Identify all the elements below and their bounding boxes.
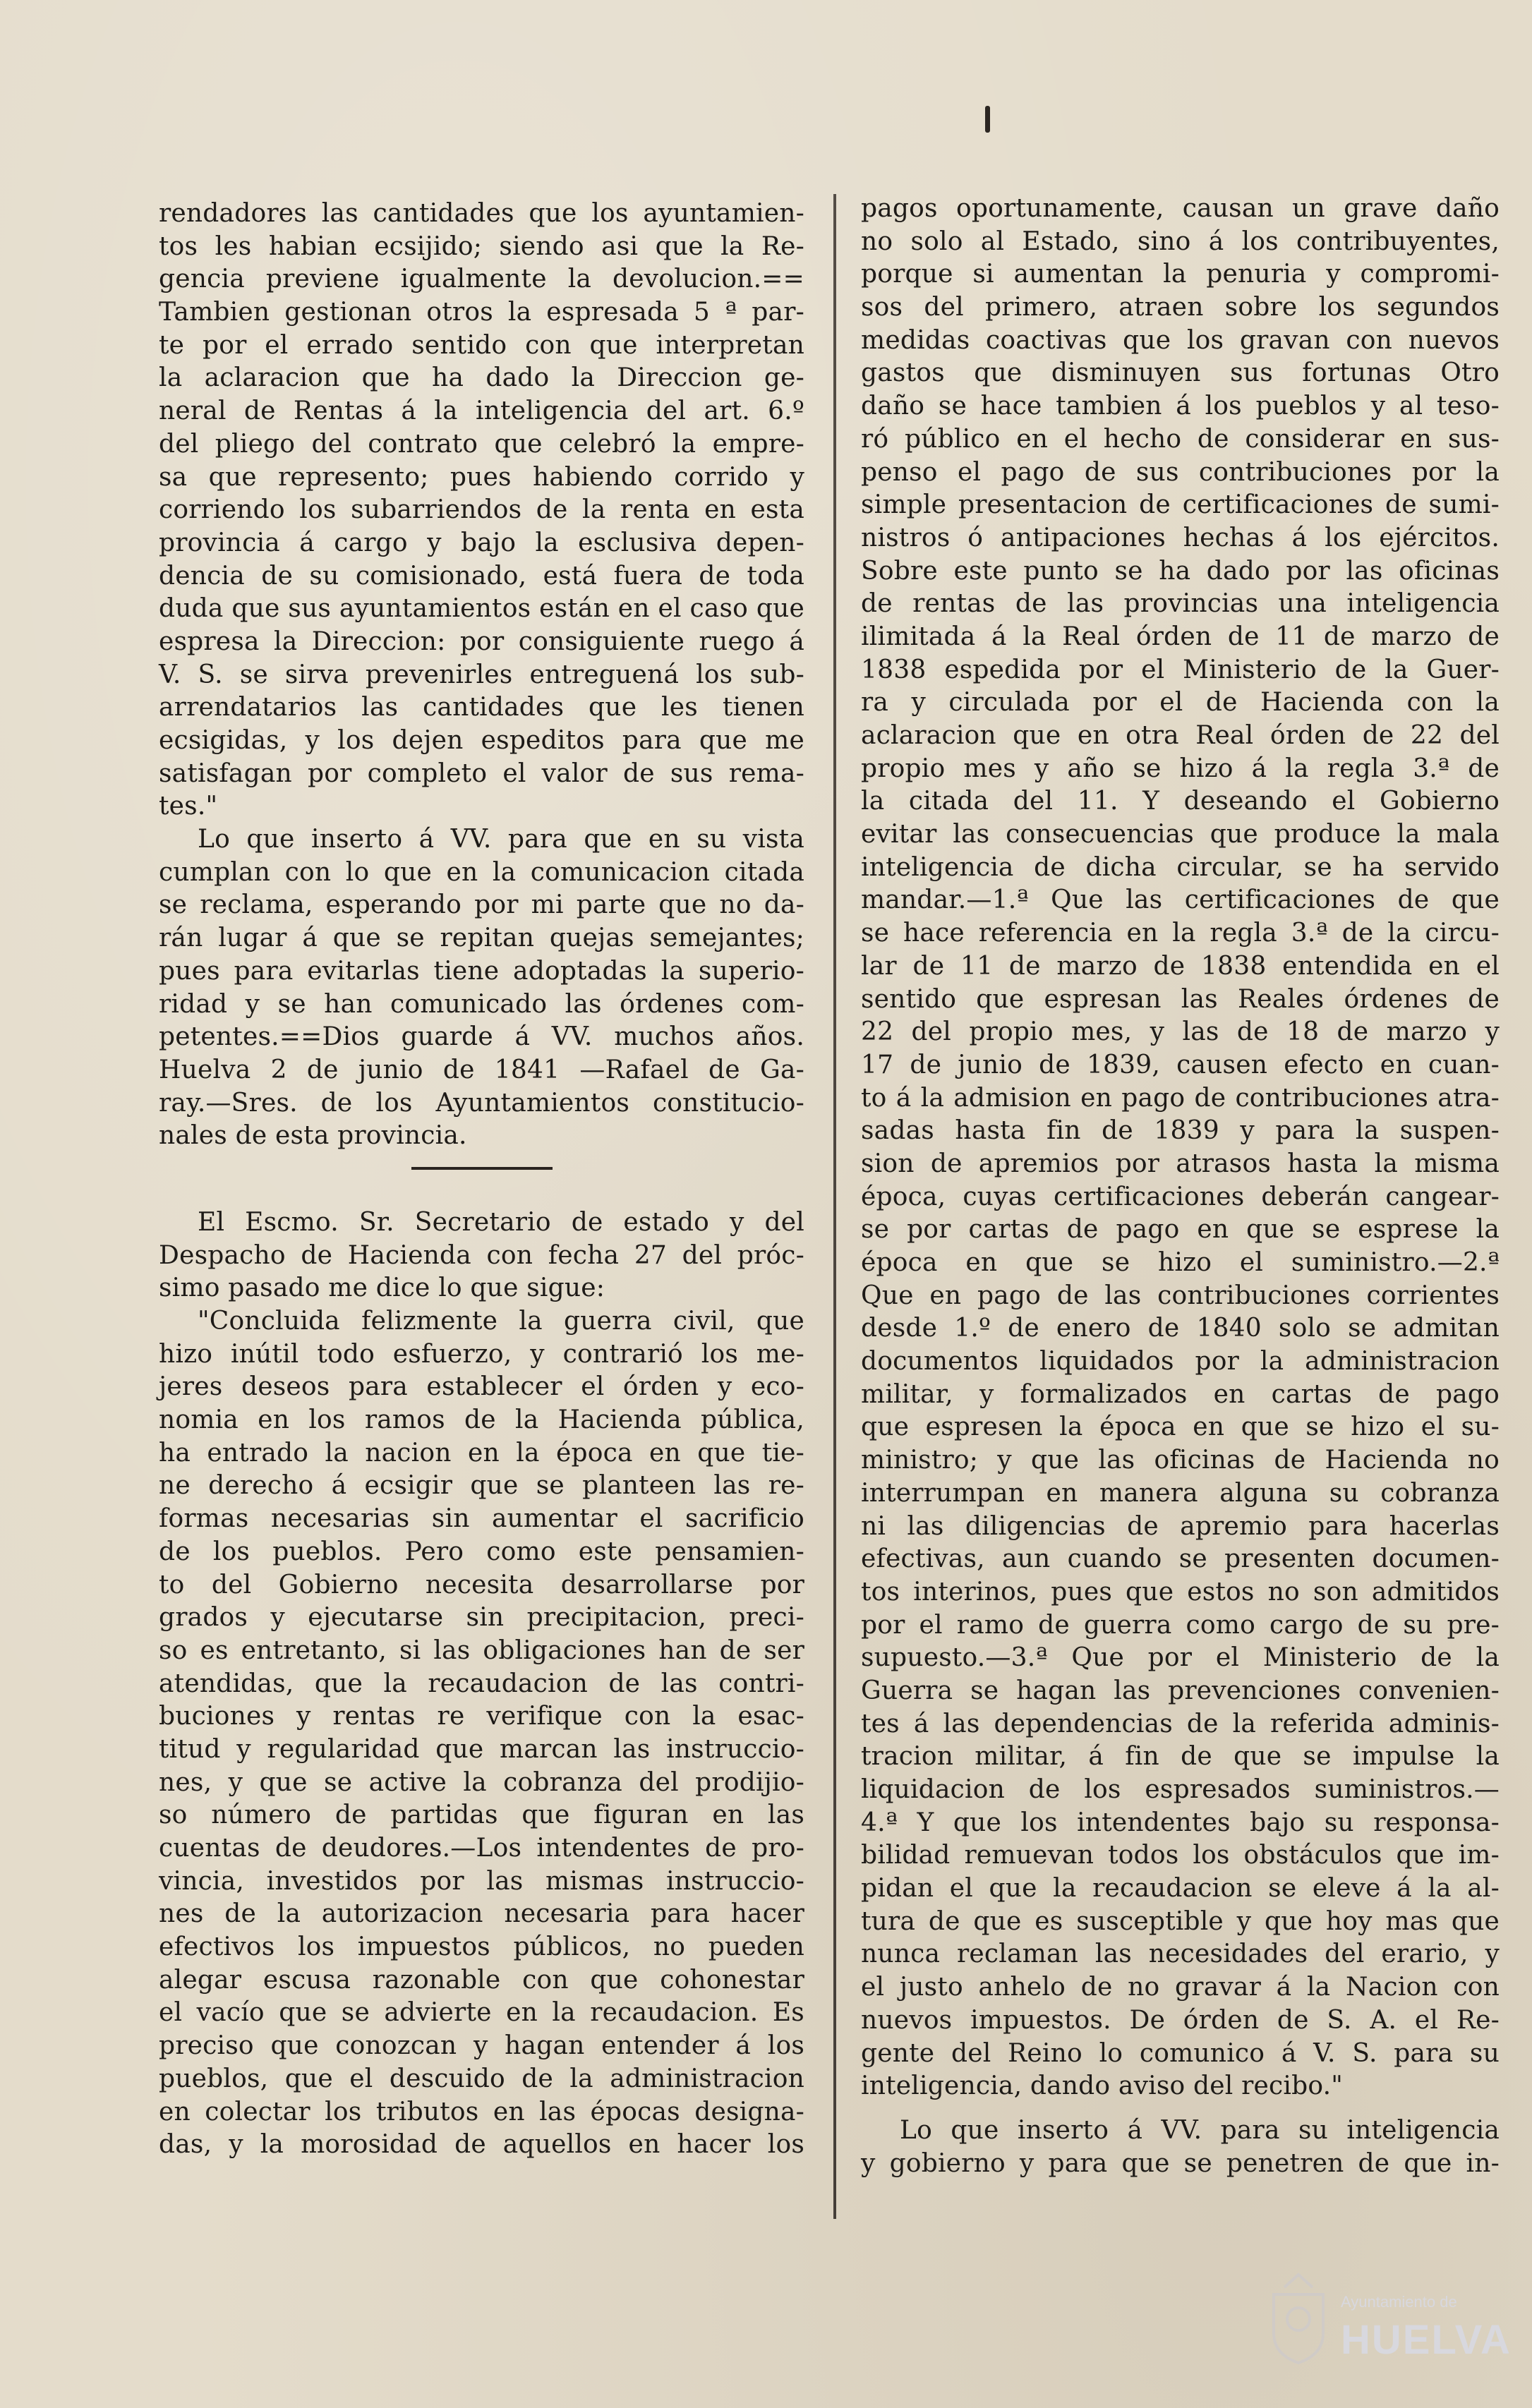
text-line: espresa la Direccion: por consiguiente ruego á: [159, 627, 804, 656]
text-line: de los pueblos. Pero como este pensamien-: [159, 1537, 804, 1566]
text-line: inteligencia de dicha circular, se ha servido: [861, 852, 1500, 882]
text-line: te por el errado sentido con que interpretan: [159, 330, 804, 360]
text-line: so número de partidas que figuran en las: [159, 1801, 804, 1830]
text-line: en colectar los tributos en las épocas designa-: [159, 2097, 804, 2126]
text-line: medidas coactivas que los gravan con nuevos: [861, 325, 1500, 355]
text-line: tes á las dependencias de la referida adminis-: [861, 1709, 1500, 1738]
left-paragraph-2: [159, 823, 804, 1153]
text-line: buciones y rentas re verifique con la esac-: [159, 1702, 804, 1731]
right-paragraph-2: [861, 2114, 1500, 2180]
text-line: nunca reclaman las necesidades del erario, y: [861, 1940, 1500, 1969]
text-line: pagos oportunamente, causan un grave daño: [861, 194, 1500, 223]
text-line: neral de Rentas á la inteligencia del art. 6.º: [159, 397, 804, 426]
text-line: sos del primero, atraen sobre los segundos: [861, 293, 1500, 322]
text-line: simo pasado me dice lo que sigue:: [159, 1273, 605, 1303]
text-line: inteligencia, dando aviso del recibo.": [861, 2071, 1344, 2101]
text-line: simple presentacion de certificaciones de sumi-: [861, 490, 1500, 520]
text-line: gastos que disminuyen sus fortunas Otro: [861, 358, 1500, 388]
text-line: V. S. se sirva prevenirles entreguená los sub-: [159, 660, 804, 689]
text-line: ha entrado la nacion en la época en que tie-: [159, 1438, 804, 1468]
text-line: ró público en el hecho de considerar en sus-: [861, 424, 1500, 454]
text-line: Huelva 2 de junio de 1841 —Rafael de Ga-: [159, 1055, 804, 1084]
right-paragraph-1: [861, 193, 1500, 2103]
text-line: tos interinos, pues que estos no son admitidos: [861, 1577, 1500, 1607]
text-line: Guerra se hagan las prevenciones convenien-: [861, 1676, 1500, 1705]
text-line: duda que sus ayuntamientos están en el caso que: [159, 594, 804, 624]
text-line: nes, y que se active la cobranza del prodijio-: [159, 1767, 804, 1797]
left-paragraph-1: [159, 198, 804, 823]
text-line: se reclama, esperando por mi parte que no da-: [159, 890, 804, 920]
text-line: grados y ejecutarse sin precipitacion, preci-: [159, 1603, 804, 1633]
text-line: lar de 11 de marzo de 1838 entendida en el: [861, 951, 1500, 981]
text-line: interrumpan en manera alguna su cobranza: [861, 1478, 1500, 1508]
text-line: desde 1.º de enero de 1840 solo se admitan: [861, 1314, 1500, 1343]
text-line: efectivas, aun cuando se presenten documen-: [861, 1544, 1500, 1574]
text-line: el vacío que se advierte en la recaudacion. Es: [159, 1998, 804, 2028]
text-line: mandar.—1.ª Que las certificaciones de que: [861, 885, 1500, 915]
text-line: ra y circulada por el de Hacienda con la: [861, 688, 1500, 718]
text-line: bilidad remuevan todos los obstáculos que im-: [861, 1841, 1500, 1870]
text-line: de rentas de las provincias una inteligencia: [861, 589, 1500, 619]
text-line: supuesto.—3.ª Que por el Ministerio de la: [861, 1643, 1500, 1673]
ink-mark: [985, 106, 990, 133]
left-paragraph-4: [159, 1305, 804, 2162]
text-line: rendadores las cantidades que los ayuntamien-: [159, 199, 804, 228]
text-line: Lo que inserto á VV. para su inteligencia: [900, 2115, 1500, 2145]
text-line: Sobre este punto se ha dado por las oficinas: [861, 556, 1500, 586]
text-line: 1838 espedida por el Ministerio de la Guer-: [861, 655, 1500, 684]
text-line: Despacho de Hacienda con fecha 27 del próc-: [159, 1240, 804, 1270]
text-line: Lo que inserto á VV. para que en su vista: [198, 825, 804, 854]
watermark-big-text: HUELVA: [1341, 2317, 1512, 2363]
text-line: tos les habian ecsijido; siendo asi que la Re-: [159, 231, 804, 261]
text-line: ray.—Sres. de los Ayuntamientos constitucio-: [159, 1088, 804, 1118]
text-line: militar, y formalizados en cartas de pago: [861, 1379, 1500, 1409]
text-line: tura de que es susceptible y que hoy mas que: [861, 1906, 1500, 1936]
text-line: daño se hace tambien á los pueblos y al teso-: [861, 392, 1500, 421]
text-line: alegar escusa razonable con que cohonestar: [159, 1965, 804, 1995]
text-line: nomia en los ramos de la Hacienda pública,: [159, 1405, 804, 1435]
text-line: el justo anhelo de no gravar á la Nacion con: [861, 1973, 1500, 2002]
text-line: petentes.==Dios guarde á VV. muchos años.: [159, 1022, 804, 1052]
text-line: pues para evitarlas tiene adoptadas la superio-: [159, 956, 804, 986]
right-column: [861, 193, 1500, 2180]
text-line: 4.ª Y que los intendentes bajo su responsa-: [861, 1808, 1500, 1837]
text-line: dencia de su comisionado, está fuera de toda: [159, 561, 804, 591]
text-line: corriendo los subarriendos de la renta en esta: [159, 495, 804, 525]
text-line: Tambien gestionan otros la espresada 5 ª par-: [159, 298, 804, 327]
text-line: ministro; y que las oficinas de Hacienda no: [861, 1446, 1500, 1475]
text-line: época en que se hizo el suministro.—2.ª: [861, 1248, 1500, 1277]
text-line: sa que represento; pues habiendo corrido y: [159, 462, 804, 492]
text-line: sion de apremios por atrasos hasta la misma: [861, 1149, 1500, 1178]
text-line: tes.": [159, 792, 218, 821]
text-line: das, y la morosidad de aquellos en hacer los: [159, 2130, 804, 2160]
text-line: provincia á cargo y bajo la esclusiva depen-: [159, 528, 804, 557]
text-line: ne derecho á ecsigir que se planteen las re-: [159, 1471, 804, 1501]
text-line: atendidas, que la recaudacion de las contri-: [159, 1669, 804, 1698]
text-line: se por cartas de pago en que se esprese la: [861, 1215, 1500, 1245]
text-line: jeres deseos para establecer el órden y eco-: [159, 1372, 804, 1402]
text-line: ridad y se han comunicado las órdenes com-: [159, 989, 804, 1019]
text-line: porque si aumentan la penuria y compromi-: [861, 260, 1500, 289]
text-line: época, cuyas certificaciones deberán cangear-: [861, 1182, 1500, 1211]
watermark-small-text: Ayuntamiento de: [1341, 2293, 1457, 2311]
text-line: aclaracion que en otra Real órden de 22 del: [861, 721, 1500, 750]
text-line: la citada del 11. Y deseando el Gobierno: [861, 787, 1500, 816]
text-line: sadas hasta fin de 1839 y para la suspen-: [861, 1116, 1500, 1146]
text-line: "Concluida felizmente la guerra civil, que: [198, 1307, 804, 1336]
text-line: nistros ó antipaciones hechas á los ejércitos.: [861, 523, 1500, 552]
text-line: formas necesarias sin aumentar el sacrificio: [159, 1504, 804, 1534]
text-line: ilimitada á la Real órden de 11 de marzo de: [861, 622, 1500, 651]
text-line: penso el pago de sus contribuciones por la: [861, 457, 1500, 487]
text-line: nales de esta provincia.: [159, 1121, 467, 1151]
text-line: vincia, investidos por las mismas instruccio-: [159, 1866, 804, 1896]
text-line: to á la admision en pago de contribuciones atra-: [861, 1083, 1500, 1113]
text-line: to del Gobierno necesita desarrollarse por: [159, 1570, 804, 1599]
text-line: evitar las consecuencias que produce la mala: [861, 820, 1500, 849]
text-line: cumplan con lo que en la comunicacion citada: [159, 857, 804, 887]
text-line: efectivos los impuestos públicos, no pueden: [159, 1932, 804, 1962]
text-line: so es entretanto, si las obligaciones han de ser: [159, 1635, 804, 1665]
text-line: gencia previene igualmente la devolucion.==: [159, 265, 804, 294]
text-line: y gobierno y para que se penetren de que in-: [861, 2148, 1500, 2178]
text-line: ni las diligencias de apremio para hacerlas: [861, 1511, 1500, 1541]
text-line: 17 de junio de 1839, causen efecto en cuan-: [861, 1050, 1500, 1079]
text-line: nuevos impuestos. De órden de S. A. el Re-: [861, 2005, 1500, 2035]
text-line: que espresen la época en que se hizo el su-: [861, 1412, 1500, 1442]
text-line: propio mes y año se hizo á la regla 3.ª de: [861, 754, 1500, 783]
text-line: hizo inútil todo esfuerzo, y contrarió los me-: [159, 1339, 804, 1369]
text-line: preciso que conozcan y hagan entender á los: [159, 2031, 804, 2061]
left-paragraph-3: [159, 1206, 804, 1305]
text-line: gente del Reino lo comunico á V. S. para su: [861, 2038, 1500, 2068]
text-line: pidan el que la recaudacion se eleve á la al-: [861, 1874, 1500, 1904]
text-line: sentido que espresan las Reales órdenes de: [861, 984, 1500, 1014]
text-line: Que en pago de las contribuciones corrientes: [861, 1281, 1500, 1310]
text-line: cuentas de deudores.—Los intendentes de pro-: [159, 1834, 804, 1863]
text-line: liquidacion de los espresados suministros.—: [861, 1775, 1500, 1804]
text-line: se hace referencia en la regla 3.ª de la circu-: [861, 919, 1500, 948]
text-line: no solo al Estado, sino á los contribuyentes,: [861, 226, 1500, 256]
text-line: titud y regularidad que marcan las instruccio-: [159, 1734, 804, 1764]
text-line: nes de la autorizacion necesaria para hacer: [159, 1899, 804, 1929]
text-line: ecsigidas, y los dejen espeditos para que me: [159, 726, 804, 755]
text-line: El Escmo. Sr. Secretario de estado y del: [198, 1207, 804, 1237]
text-line: tracion militar, á fin de que se impulse la: [861, 1742, 1500, 1772]
text-line: satisfagan por completo el valor de sus rema-: [159, 758, 804, 788]
text-line: pueblos, que el descuido de la administracion: [159, 2064, 804, 2093]
text-line: 22 del propio mes, y las de 18 de marzo y: [861, 1017, 1500, 1047]
left-column: [159, 198, 804, 2162]
text-line: arrendatarios las cantidades que les tienen: [159, 693, 804, 722]
text-line: del pliego del contrato que celebró la empre-: [159, 429, 804, 459]
text-line: la aclaracion que ha dado la Direccion ge-: [159, 363, 804, 393]
text-line: rán lugar á que se repitan quejas semejantes;: [159, 924, 804, 953]
column-divider: [833, 194, 836, 2219]
section-divider-wrap: [159, 1167, 804, 1206]
text-line: documentos liquidados por la administracion: [861, 1347, 1500, 1377]
text-line: por el ramo de guerra como cargo de su pre-: [861, 1610, 1500, 1640]
section-divider-rule: [411, 1167, 553, 1170]
